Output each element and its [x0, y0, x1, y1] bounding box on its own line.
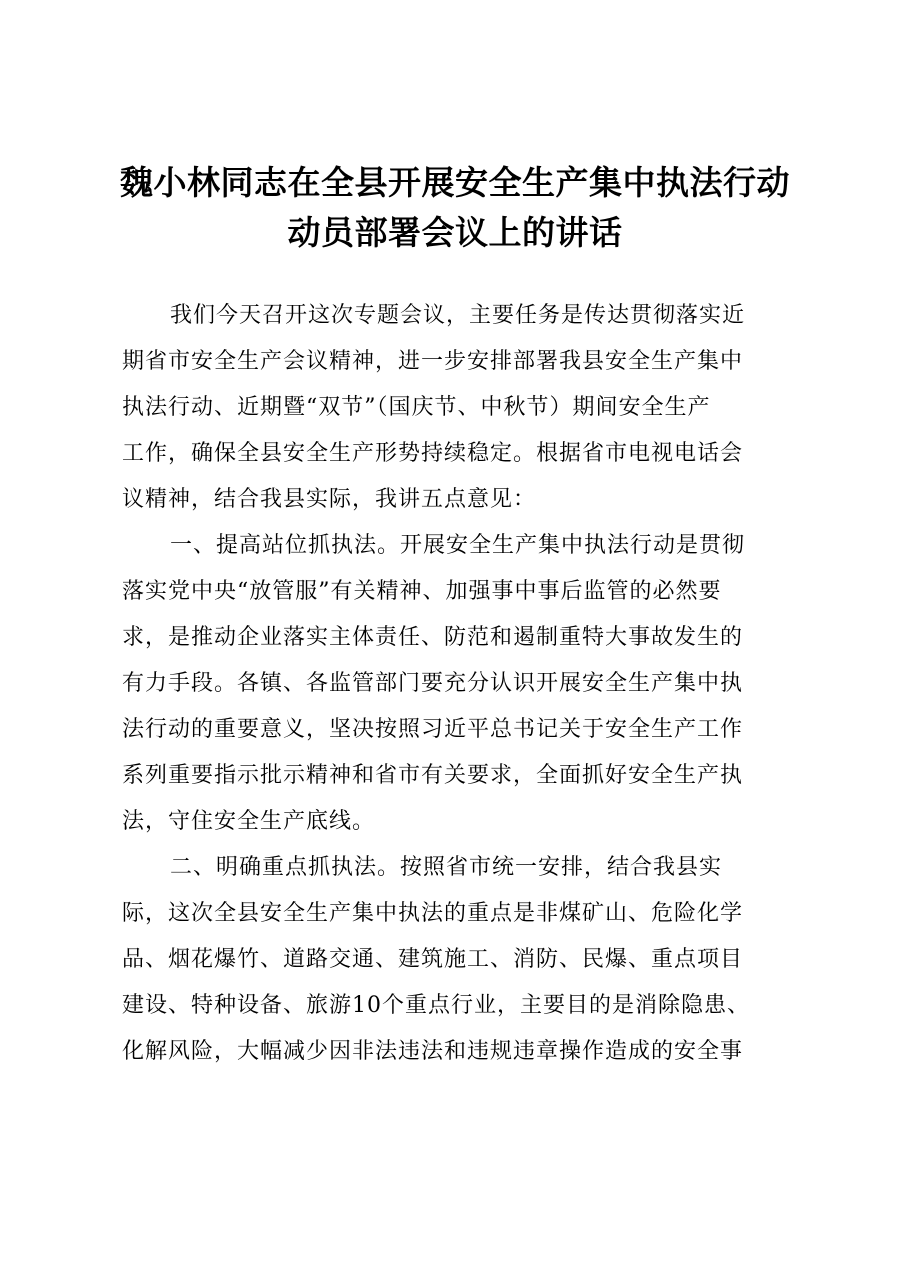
paragraph-line: 品、烟花爆竹、道路交通、建筑施工、消防、民爆、重点项目	[122, 947, 744, 972]
paragraph-line: 执法行动、近期暨“双节”（国庆节、中秋节）期间安全生产	[122, 395, 711, 420]
paragraph-line: 化解风险，大幅减少因非法违法和违规违章操作造成的安全事	[122, 1039, 744, 1064]
paragraph-line: 我们今天召开这次专题会议，主要任务是传达贯彻落实近	[170, 303, 746, 328]
paragraph-line: 议精神，结合我县实际，我讲五点意见：	[122, 487, 537, 512]
paragraph-line: 系列重要指示批示精神和省市有关要求，全面抓好安全生产执	[122, 763, 744, 788]
paragraph-line: 工作，确保全县安全生产形势持续稳定。根据省市电视电话会	[122, 441, 744, 466]
paragraph-line: 求，是推动企业落实主体责任、防范和遏制重特大事故发生的	[122, 625, 744, 650]
document-body	[122, 293, 794, 1075]
paragraph-line: 期省市安全生产会议精神，进一步安排部署我县安全生产集中	[122, 349, 744, 374]
paragraph-line: 一、提高站位抓执法。开展安全生产集中执法行动是贯彻	[170, 533, 746, 558]
paragraph-line: 建设、特种设备、旅游10个重点行业，主要目的是消除隐患、	[122, 993, 750, 1018]
document-title	[95, 158, 815, 258]
paragraph-line: 法，守住安全生产底线。	[122, 809, 376, 834]
title-line: 魏小林同志在全县开展安全生产集中执法行动	[120, 163, 790, 202]
title-line: 动员部署会议上的讲话	[287, 213, 623, 252]
paragraph-line: 落实党中央“放管服”有关精神、加强事中事后监管的必然要	[122, 579, 722, 604]
paragraph-line: 法行动的重要意义，坚决按照习近平总书记关于安全生产工作	[122, 717, 744, 742]
paragraph-line: 有力手段。各镇、各监管部门要充分认识开展安全生产集中执	[122, 671, 744, 696]
paragraph-line: 二、明确重点抓执法。按照省市统一安排，结合我县实	[170, 855, 723, 880]
paragraph-line: 际，这次全县安全生产集中执法的重点是非煤矿山、危险化学	[122, 901, 744, 926]
